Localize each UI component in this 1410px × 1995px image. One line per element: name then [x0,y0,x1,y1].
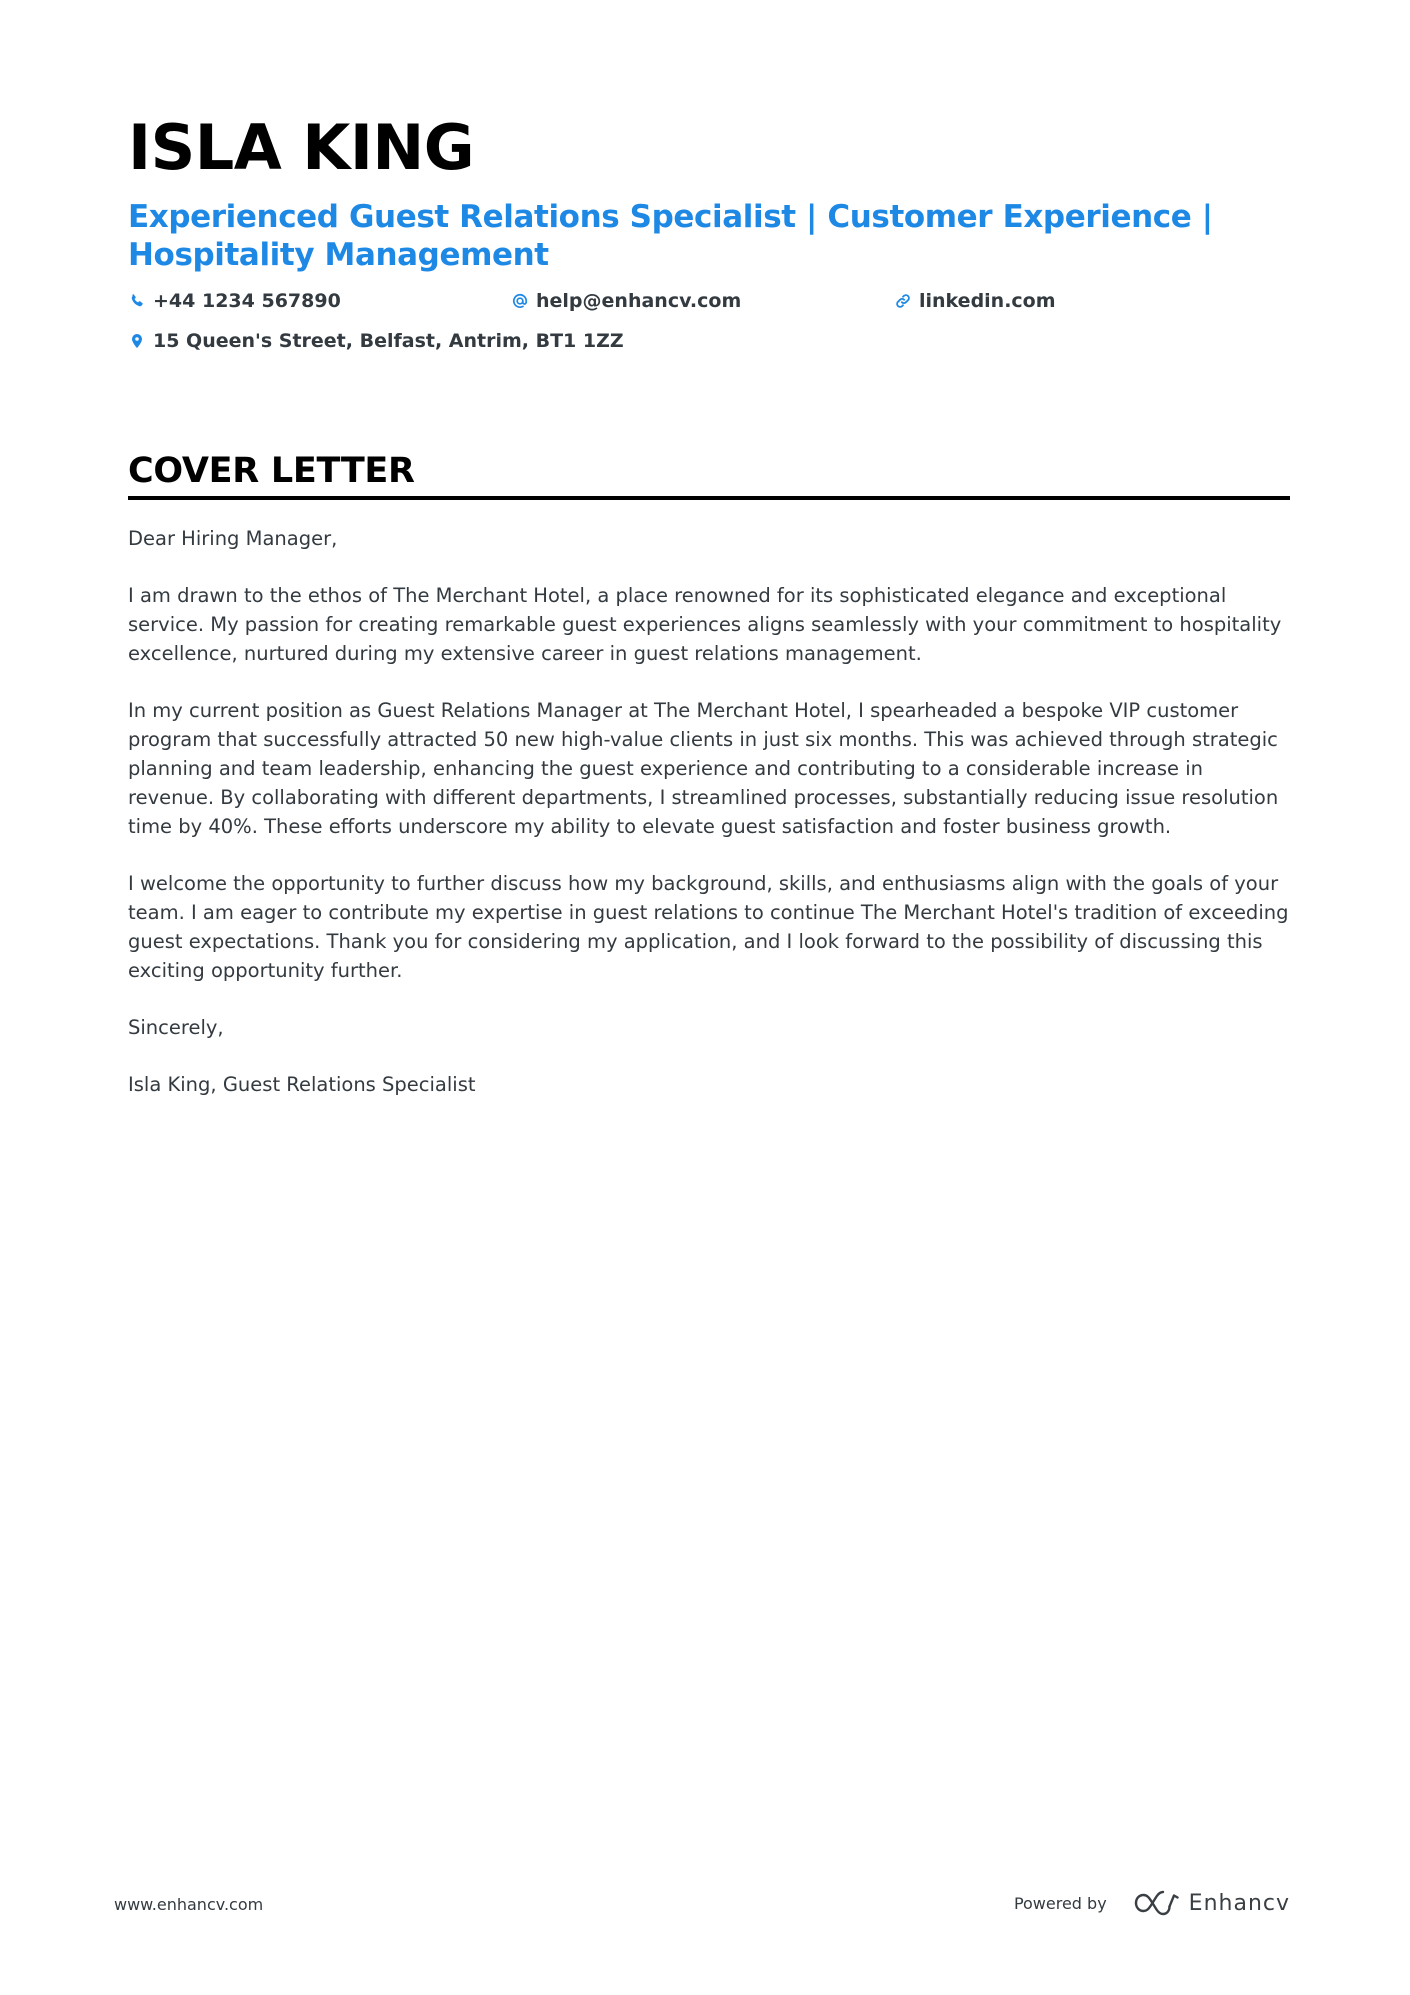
at-icon [511,292,529,310]
contact-email-value[interactable]: help@enhancv.com [536,290,742,312]
enhancv-logo[interactable] [1133,1889,1290,1917]
enhancv-brand-name: Enhancv [1188,1890,1290,1916]
footer-branding [1014,1880,1290,1926]
letter-signature: Isla King, Guest Relations Specialist [128,1073,476,1096]
letter-greeting: Dear Hiring Manager, [128,527,338,550]
contact-linkedin [894,288,1277,314]
letter-closing: Sincerely, [128,1016,224,1039]
phone-icon [128,292,146,310]
contact-email [511,288,894,314]
contact-info [128,288,1290,354]
letter-paragraph: I welcome the opportunity to further discuss how my background, skills, and enthusiasms align with the goals of your team. I am eager to contribute my expertise in guest relations to continue The Merchant Hotel's tradition of exceeding guest expectations. Thank you for considering my application, and I look forward to the possibility of discussing this exciting opportunity further. [128,872,1289,982]
footer-website-link[interactable]: www.enhancv.com [114,1895,264,1914]
contact-linkedin-value[interactable]: linkedin.com [919,290,1056,312]
candidate-name: ISLA KING [128,111,475,184]
contact-address-value: 15 Queen's Street, Belfast, Antrim, BT1 1ZZ [153,330,624,352]
enhancv-logo-icon [1133,1889,1179,1917]
contact-phone-value: +44 1234 567890 [153,290,341,312]
cover-letter-page [128,110,1290,1127]
section-title-cover-letter: COVER LETTER [128,451,415,491]
candidate-headline: Experienced Guest Relations Specialist | Customer Experience | Hospitality Management [128,199,1213,273]
letter-body [128,524,1290,1099]
powered-by-label: Powered by [1013,1893,1107,1913]
location-pin-icon [128,332,146,350]
link-icon [894,292,912,310]
section-divider [128,496,1290,500]
contact-address [128,328,894,354]
letter-paragraph: In my current position as Guest Relations Manager at The Merchant Hotel, I spearheaded a bespoke VIP customer program that successfully attracted 50 new high-value clients in just six months. This was achieved through strategic planning and team leadership, enhancing the guest experience and contributing to a considerable increase in revenue. By collaborating with different departments, I streamlined processes, substantially reducing issue resolution time by 40%. These efforts underscore my ability to elevate guest satisfaction and foster business growth. [128,699,1279,838]
letter-paragraph: I am drawn to the ethos of The Merchant Hotel, a place renowned for its sophisticated elegance and exceptional service. My passion for creating remarkable guest experiences aligns seamlessly with your commitment to hospitality excellence, nurtured during my extensive career in guest relations management. [128,584,1282,665]
contact-phone [128,288,511,314]
